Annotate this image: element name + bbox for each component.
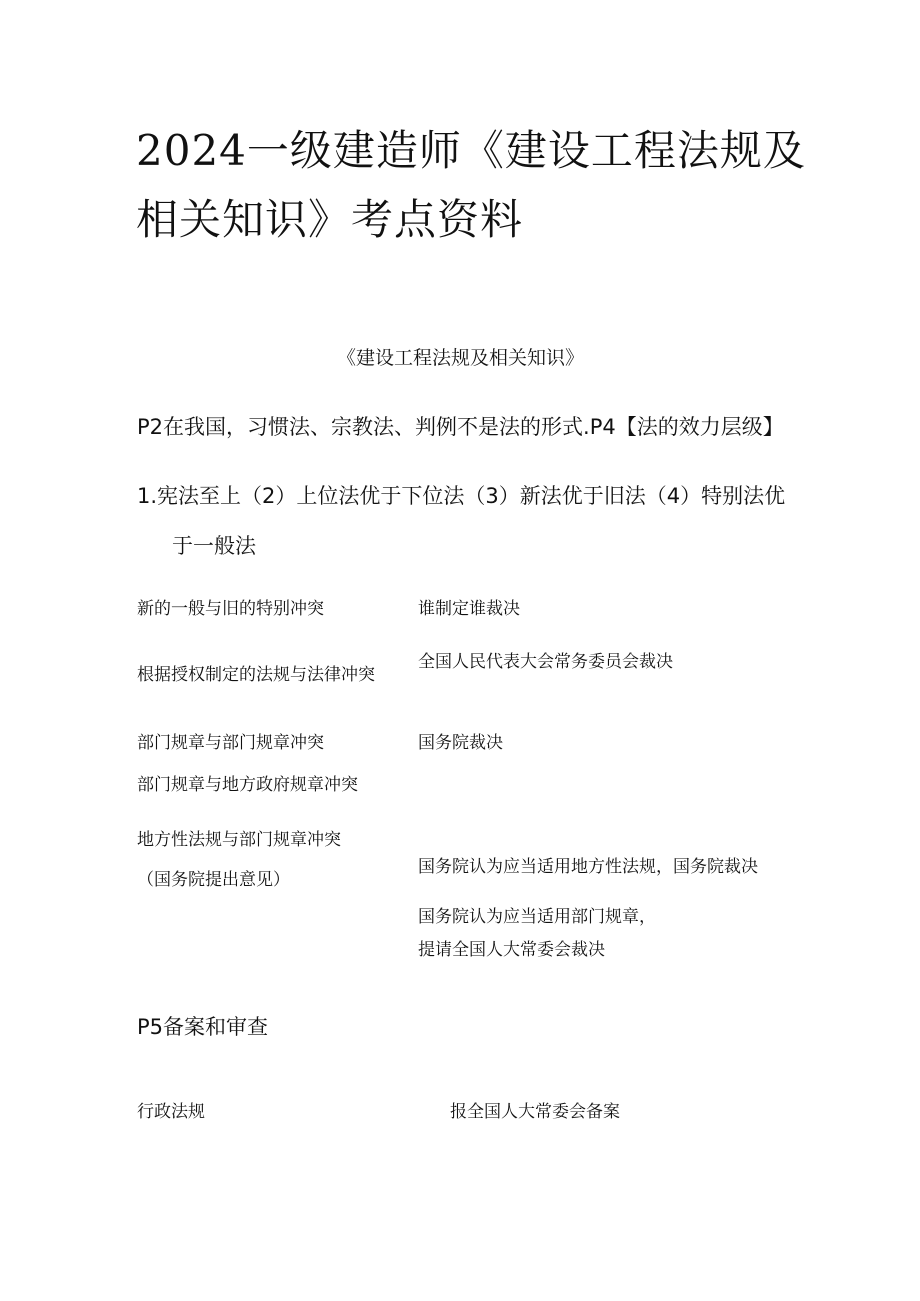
rules-line-2: 于一般法 [172,534,256,558]
conflict-right-cell: 国务院认为应当适用部门规章， [418,907,656,927]
conflict-left-cell: 根据授权制定的法规与法律冲突 [137,665,375,685]
paragraph-p2: P2在我国，习惯法、宗教法、判例不是法的形式.P4【法的效力层级】 [137,415,784,439]
conflict-left-cell: 地方性法规与部门规章冲突 [137,830,341,850]
document-title-line-1: 2024一级建造师《建设工程法规及 [136,126,806,175]
conflict-left-cell: 部门规章与部门规章冲突 [137,733,324,753]
section-subtitle: 《建设工程法规及相关知识》 [337,347,585,369]
conflict-right-cell: 国务院裁决 [418,733,503,753]
conflict-left-cell: 部门规章与地方政府规章冲突 [137,775,358,795]
conflict-right-cell: 全国人民代表大会常务委员会裁决 [418,652,673,672]
rules-line-1: 1.宪法至上（2）上位法优于下位法（3）新法优于旧法（4）特别法优 [137,484,786,508]
filing-left-cell: 行政法规 [137,1102,205,1122]
conflict-left-cell: 新的一般与旧的特别冲突 [137,599,324,619]
conflict-left-cell: （国务院提出意见） [137,870,290,890]
conflict-right-cell: 谁制定谁裁决 [418,599,520,619]
document-title-line-2: 相关知识》考点资料 [136,195,524,244]
conflict-right-cell: 提请全国人大常委会裁决 [418,940,605,960]
section-heading-p5: P5备案和审查 [137,1015,269,1039]
filing-right-cell: 报全国人大常委会备案 [450,1102,620,1122]
conflict-right-cell: 国务院认为应当适用地方性法规，国务院裁决 [418,857,758,877]
